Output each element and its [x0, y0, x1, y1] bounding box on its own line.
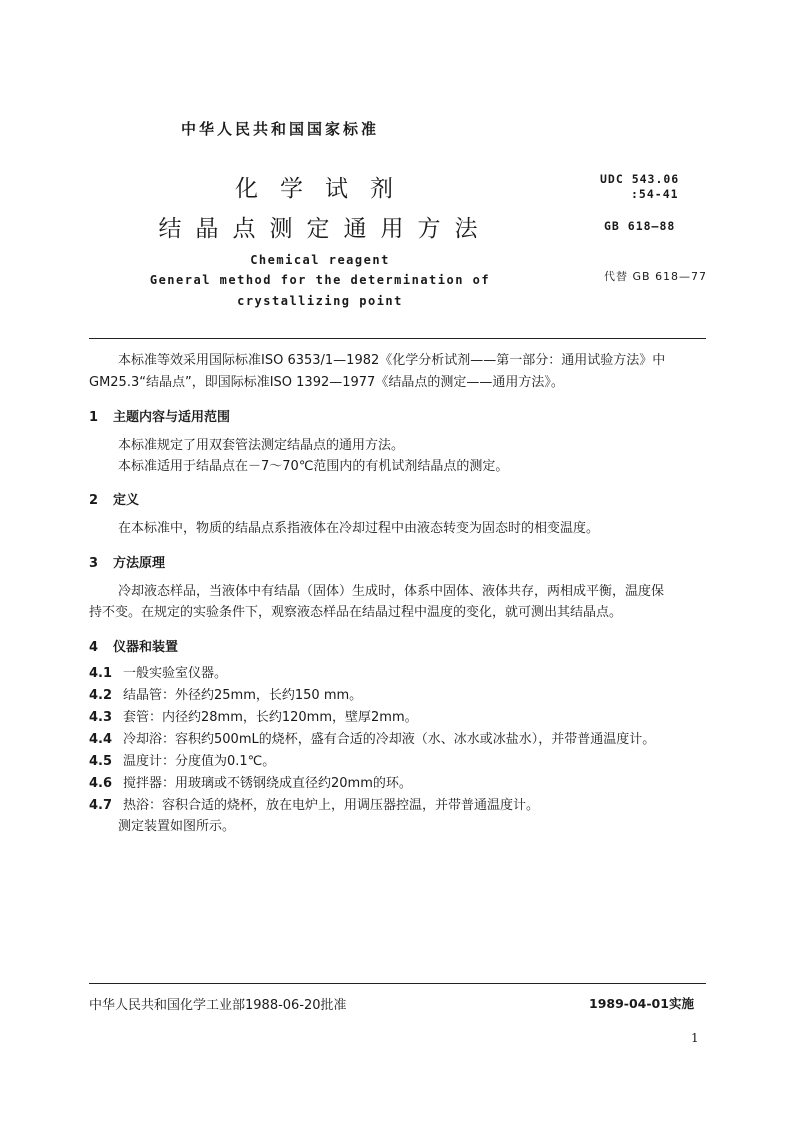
intro-line1: 本标准等效采用国际标准ISO 6353/1—1982《化学分析试剂——第一部分：通用试验方法》中: [118, 353, 666, 368]
title-chinese-line1: 化学试剂: [235, 176, 415, 202]
section-title: 仪器和装置: [113, 640, 179, 655]
section-1-paragraph-1: 本标准规定了用双套管法测定结晶点的通用方法。: [118, 438, 405, 453]
approval-statement: 中华人民共和国化学工业部1988-06-20批准: [89, 998, 347, 1013]
item-number: 4.5: [89, 754, 113, 769]
footer-divider: [89, 983, 706, 984]
item-text: 一般实验室仪器。: [123, 666, 228, 681]
section-3-line1: 冷却液态样品，当液体中有结晶（固体）生成时，体系中固体、液体共存，两相成平衡，温度保: [118, 584, 665, 599]
section-number: 4: [89, 640, 99, 655]
section-1-heading: [89, 406, 230, 425]
section-2-paragraph: 在本标准中，物质的结晶点系指液体在冷却过程中由液态转变为固态时的相变温度。: [118, 521, 600, 536]
section-title: 方法原理: [113, 556, 166, 571]
item-text: 热浴：容积合适的烧杯，放在电炉上，用调压器控温，并带普通温度计。: [123, 798, 540, 813]
section-number: 2: [89, 493, 99, 508]
list-item: [89, 684, 362, 703]
title-english-line1: Chemical reagent: [250, 253, 390, 267]
section-number: 3: [89, 556, 99, 571]
item-text: 结晶管：外径约25mm，长约150 mm。: [123, 688, 363, 703]
list-item: [89, 772, 412, 791]
replaces-standard: 代替 GB 618—77: [604, 270, 708, 283]
udc-code: UDC 543.06: [600, 172, 680, 186]
title-chinese-line2: 结晶点测定通用方法: [158, 216, 492, 242]
list-item: [89, 728, 655, 747]
apparatus-note: 测定装置如图所示。: [118, 819, 236, 834]
list-item: [89, 662, 227, 681]
item-number: 4.4: [89, 732, 113, 747]
national-standard-heading: 中华人民共和国国家标准: [180, 120, 379, 138]
gb-number: GB 618—88: [604, 219, 676, 233]
item-text: 套管：内径约28mm，长约120mm，壁厚2mm。: [123, 710, 418, 725]
list-item: [89, 794, 539, 813]
item-number: 4.1: [89, 666, 113, 681]
section-3-line2: 持不变。在规定的实验条件下，观察液态样品在结晶过程中温度的变化，就可测出其结晶点。: [89, 605, 623, 620]
item-number: 4.6: [89, 776, 113, 791]
section-3-heading: [89, 552, 165, 571]
item-text: 冷却浴：容积约500mL的烧杯，盛有合适的冷却液（水、冰水或冰盐水），并带普通温度计。: [123, 732, 656, 747]
list-item: [89, 706, 418, 725]
section-title: 定义: [113, 493, 140, 508]
section-4-heading: [89, 636, 178, 655]
section-1-paragraph-2: 本标准适用于结晶点在－7～70℃范围内的有机试剂结晶点的测定。: [118, 459, 509, 474]
udc-code-continued: :54-41: [631, 187, 679, 201]
item-number: 4.7: [89, 798, 113, 813]
section-2-heading: [89, 489, 139, 508]
item-number: 4.2: [89, 688, 113, 703]
item-text: 搅拌器：用玻璃或不锈钢绕成直径约20mm的环。: [123, 776, 412, 791]
implementation-date: 1989-04-01实施: [589, 996, 694, 1011]
page-number: 1: [691, 1031, 699, 1045]
header-divider: [89, 338, 706, 339]
title-english-line2: General method for the determination of: [149, 273, 491, 287]
title-english-line3: crystallizing point: [237, 294, 403, 308]
item-number: 4.3: [89, 710, 113, 725]
list-item: [89, 750, 275, 769]
intro-line2: GM25.3“结晶点”，即国际标准ISO 1392—1977《结晶点的测定——通用方法》。: [89, 375, 564, 390]
section-title: 主题内容与适用范围: [113, 410, 231, 425]
section-number: 1: [89, 410, 99, 425]
item-text: 温度计：分度值为0.1℃。: [123, 754, 276, 769]
